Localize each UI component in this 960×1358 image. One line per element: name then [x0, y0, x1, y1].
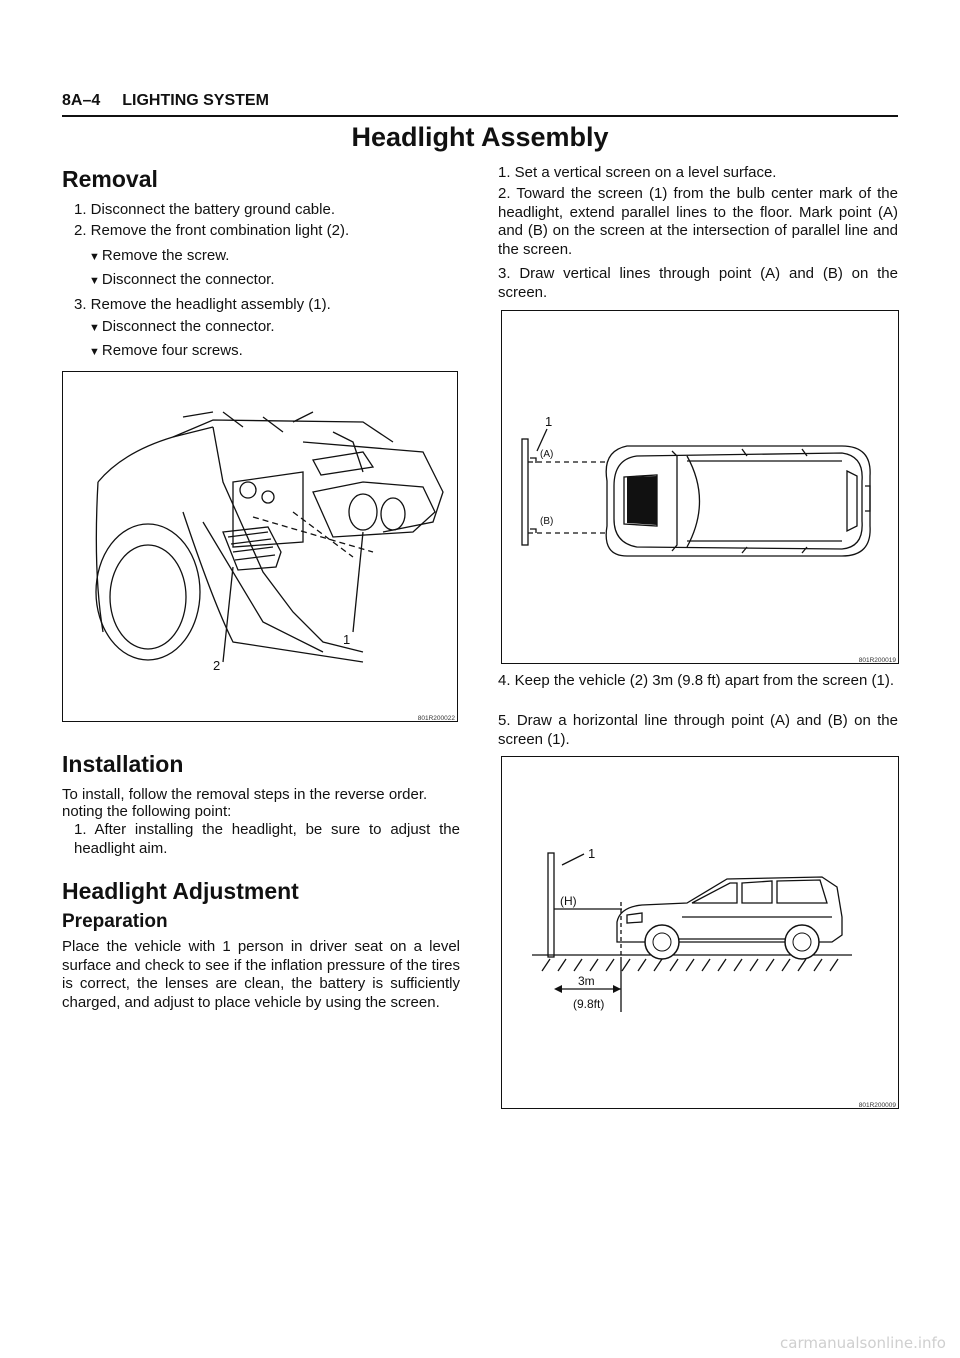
removal-step-2: 2. Remove the front combination light (2). — [74, 222, 350, 239]
fig2-label-a: (A) — [540, 449, 554, 460]
removal-step-2a-text: Remove the screw. — [101, 247, 230, 264]
footer-watermark: carmanualsonline.info — [780, 1334, 946, 1352]
installation-line-2: noting the following point: — [62, 803, 232, 820]
fig3-code: 801R200009 — [858, 1102, 896, 1109]
page-number: 8A–4 — [62, 92, 101, 109]
figure-headlight-removal — [62, 371, 458, 722]
fig2-code: 801R200019 — [858, 657, 896, 664]
fig3-distance-m: 3m — [578, 974, 595, 988]
removal-step-3a-text: Disconnect the connector. — [101, 318, 275, 335]
removal-step-3: 3. Remove the headlight assembly (1). — [74, 296, 331, 313]
removal-step-3b-text: Remove four screws. — [101, 342, 243, 359]
fig3-distance-ft: (9.8ft) — [573, 997, 605, 1011]
installation-heading: Installation — [62, 751, 184, 777]
adjust-step-1: 1. Set a vertical screen on a level surface. — [498, 164, 777, 181]
removal-step-1: 1. Disconnect the battery ground cable. — [74, 201, 335, 218]
preparation-text: Place the vehicle with 1 person in driver seat on a level surface and check to see if the inflation pressure of the tires is correct, the lenses are clean, the battery is sufficiently charged, and adjust to place vehicle by using the screen. — [62, 938, 460, 1011]
adjust-step-3: 3. Draw vertical lines through point (A) and (B) on the screen. — [498, 265, 898, 301]
section-title: LIGHTING SYSTEM — [122, 92, 269, 109]
adjustment-heading: Headlight Adjustment — [62, 878, 299, 904]
screen-top-view-drawing — [502, 311, 898, 663]
header-rule — [62, 115, 898, 117]
headlight-removal-drawing — [63, 372, 457, 721]
fig3-label-h: (H) — [560, 894, 577, 908]
removal-step-2b-text: Disconnect the connector. — [101, 271, 275, 288]
preparation-heading: Preparation — [62, 911, 168, 932]
screen-side-view-drawing — [502, 757, 898, 1108]
removal-step-3a — [89, 318, 275, 338]
fig2-callout-1: 1 — [545, 414, 553, 429]
installation-step-1: 1. After installing the headlight, be sure to adjust the headlight aim. — [74, 821, 460, 857]
adjust-step-5: 5. Draw a horizontal line through point (A) and (B) on the screen (1). — [498, 712, 898, 748]
fig2-label-b: (B) — [540, 516, 554, 527]
removal-heading: Removal — [62, 166, 158, 192]
removal-step-2b — [89, 271, 275, 291]
figure-screen-top-view — [501, 310, 899, 664]
installation-line-1: To install, follow the removal steps in the reverse order. — [62, 786, 428, 803]
page-header — [62, 92, 269, 110]
page-title: Headlight Assembly — [351, 122, 609, 152]
adjust-step-4: 4. Keep the vehicle (2) 3m (9.8 ft) apart from the screen (1). — [498, 672, 895, 689]
fig1-code: 801R200022 — [417, 715, 455, 722]
fig3-callout-1: 1 — [588, 846, 596, 861]
fig1-callout-2: 2 — [213, 658, 221, 673]
figure-screen-side-view — [501, 756, 899, 1109]
removal-step-3b — [89, 342, 243, 362]
adjust-step-2: 2. Toward the screen (1) from the bulb center mark of the headlight, extend parallel lines to the floor. Mark point (A) and (B) on the screen at the intersection of parallel line and the screen. — [498, 185, 898, 258]
removal-step-2a — [89, 247, 229, 267]
fig1-callout-1: 1 — [343, 632, 351, 647]
